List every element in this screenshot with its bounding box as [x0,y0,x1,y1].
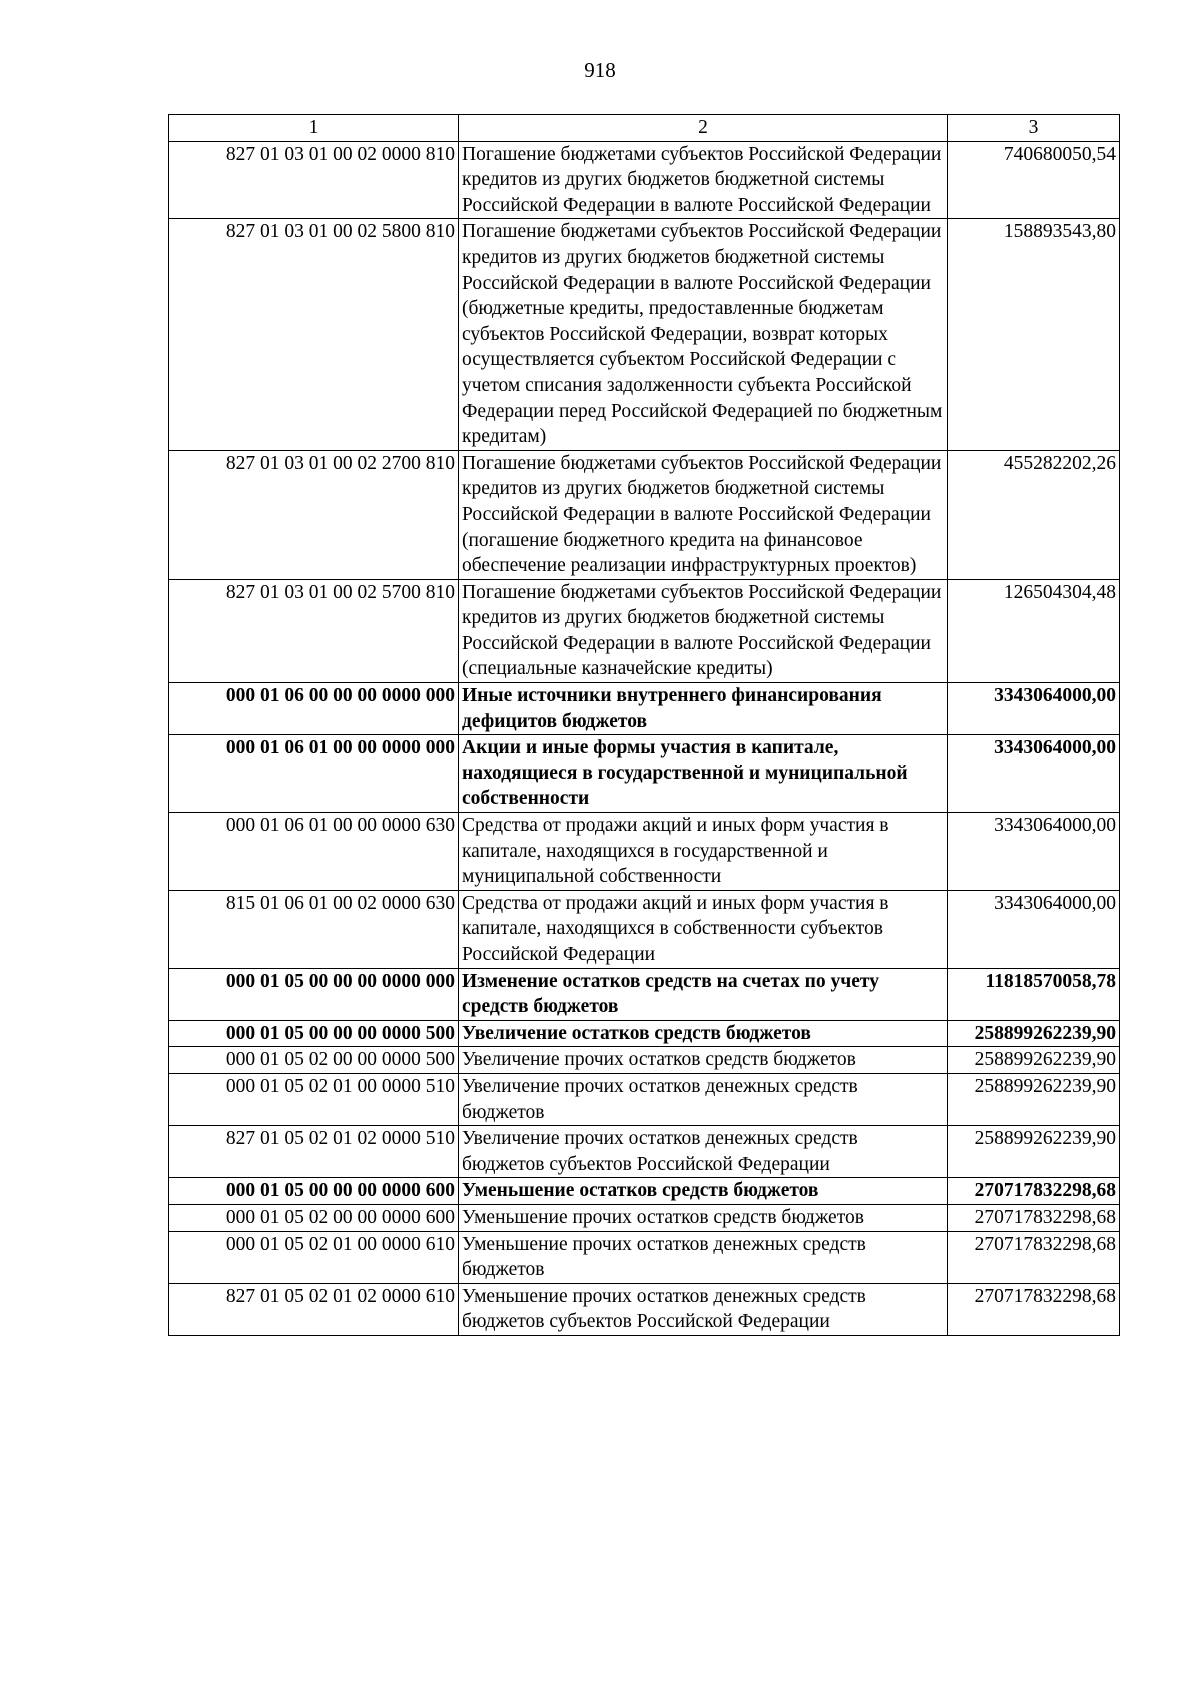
row-amount-cell: 11818570058,78 [948,968,1120,1020]
row-code-cell: 000 01 05 00 00 00 0000 600 [169,1178,459,1205]
row-name-cell: Погашение бюджетами субъектов Российской Федерации кредитов из других бюджетов бюджетной системы Российской Федерации в валюте Российской Федерации (бюджетные кредиты, предоставленные бюджетам субъектов Российской Федерации, возврат которых осуществляется субъектом Российской Федерации с учетом списания задолженности субъекта Российской Федерации перед Российской Федерацией по бюджетным кредитам) [459,219,948,450]
row-name-cell: Уменьшение прочих остатков денежных средств бюджетов субъектов Российской Федерации [459,1283,948,1335]
row-name-cell: Погашение бюджетами субъектов Российской Федерации кредитов из других бюджетов бюджетной системы Российской Федерации в валюте Российской Федерации (погашение бюджетного кредита на финансовое обеспечение реализации инфраструктурных проектов) [459,450,948,579]
row-amount-cell: 158893543,80 [948,219,1120,450]
row-name-cell: Средства от продажи акций и иных форм участия в капитале, находящихся в собственности субъектов Российской Федерации [459,890,948,968]
row-amount-cell: 270717832298,68 [948,1283,1120,1335]
row-code-cell: 000 01 05 02 00 00 0000 600 [169,1204,459,1231]
page-number: 918 [584,58,616,82]
table-row [169,450,1120,579]
table-body [169,141,1120,1335]
table-row [169,1047,1120,1074]
row-amount-cell: 270717832298,68 [948,1178,1120,1205]
row-code-cell: 827 01 05 02 01 02 0000 510 [169,1126,459,1178]
row-code-cell: 815 01 06 01 00 02 0000 630 [169,890,459,968]
row-amount-cell: 3343064000,00 [948,890,1120,968]
column-header-code: 1 [169,115,459,142]
row-code-cell: 827 01 03 01 00 02 5700 810 [169,579,459,682]
row-name-cell: Уменьшение прочих остатков средств бюджетов [459,1204,948,1231]
row-name-cell: Акции и иные формы участия в капитале, находящиеся в государственной и муниципальной собственности [459,735,948,813]
row-name-cell: Увеличение остатков средств бюджетов [459,1020,948,1047]
table-row [169,219,1120,450]
table-row [169,683,1120,735]
table-row [169,890,1120,968]
row-name-cell: Увеличение прочих остатков денежных средств бюджетов [459,1073,948,1125]
row-code-cell: 827 01 05 02 01 02 0000 610 [169,1283,459,1335]
table-row [169,735,1120,813]
table-header-row [169,115,1120,142]
table-row [169,1073,1120,1125]
row-name-cell: Изменение остатков средств на счетах по учету средств бюджетов [459,968,948,1020]
row-amount-cell: 740680050,54 [948,141,1120,219]
table-row [169,813,1120,891]
row-code-cell: 000 01 05 02 00 00 0000 500 [169,1047,459,1074]
row-name-cell: Погашение бюджетами субъектов Российской Федерации кредитов из других бюджетов бюджетной системы Российской Федерации в валюте Российской Федерации (специальные казначейские кредиты) [459,579,948,682]
column-header-name: 2 [459,115,948,142]
row-code-cell: 000 01 06 01 00 00 0000 630 [169,813,459,891]
row-amount-cell: 3343064000,00 [948,735,1120,813]
row-name-cell: Иные источники внутреннего финансирования дефицитов бюджетов [459,683,948,735]
row-amount-cell: 3343064000,00 [948,683,1120,735]
row-code-cell: 827 01 03 01 00 02 2700 810 [169,450,459,579]
row-code-cell: 827 01 03 01 00 02 5800 810 [169,219,459,450]
row-code-cell: 000 01 05 02 01 00 0000 610 [169,1231,459,1283]
row-code-cell: 827 01 03 01 00 02 0000 810 [169,141,459,219]
row-name-cell: Увеличение прочих остатков средств бюджетов [459,1047,948,1074]
row-amount-cell: 126504304,48 [948,579,1120,682]
row-code-cell: 000 01 05 02 01 00 0000 510 [169,1073,459,1125]
row-name-cell: Погашение бюджетами субъектов Российской Федерации кредитов из других бюджетов бюджетной системы Российской Федерации в валюте Российской Федерации [459,141,948,219]
table-row [169,1178,1120,1205]
table-row [169,579,1120,682]
row-amount-cell: 3343064000,00 [948,813,1120,891]
row-code-cell: 000 01 05 00 00 00 0000 000 [169,968,459,1020]
budget-sources-table [168,114,1120,1336]
row-name-cell: Уменьшение прочих остатков денежных средств бюджетов [459,1231,948,1283]
table-row [169,1020,1120,1047]
table-row [169,1204,1120,1231]
row-name-cell: Уменьшение остатков средств бюджетов [459,1178,948,1205]
table-row [169,1231,1120,1283]
row-code-cell: 000 01 05 00 00 00 0000 500 [169,1020,459,1047]
row-code-cell: 000 01 06 00 00 00 0000 000 [169,683,459,735]
column-header-amount: 3 [948,115,1120,142]
row-name-cell: Увеличение прочих остатков денежных средств бюджетов субъектов Российской Федерации [459,1126,948,1178]
row-amount-cell: 455282202,26 [948,450,1120,579]
row-amount-cell: 258899262239,90 [948,1126,1120,1178]
table-row [169,1126,1120,1178]
row-amount-cell: 270717832298,68 [948,1204,1120,1231]
table-row [169,1283,1120,1335]
table-row [169,968,1120,1020]
row-amount-cell: 270717832298,68 [948,1231,1120,1283]
row-amount-cell: 258899262239,90 [948,1073,1120,1125]
row-name-cell: Средства от продажи акций и иных форм участия в капитале, находящихся в государственной и муниципальной собственности [459,813,948,891]
row-amount-cell: 258899262239,90 [948,1020,1120,1047]
row-amount-cell: 258899262239,90 [948,1047,1120,1074]
row-code-cell: 000 01 06 01 00 00 0000 000 [169,735,459,813]
table-row [169,141,1120,219]
